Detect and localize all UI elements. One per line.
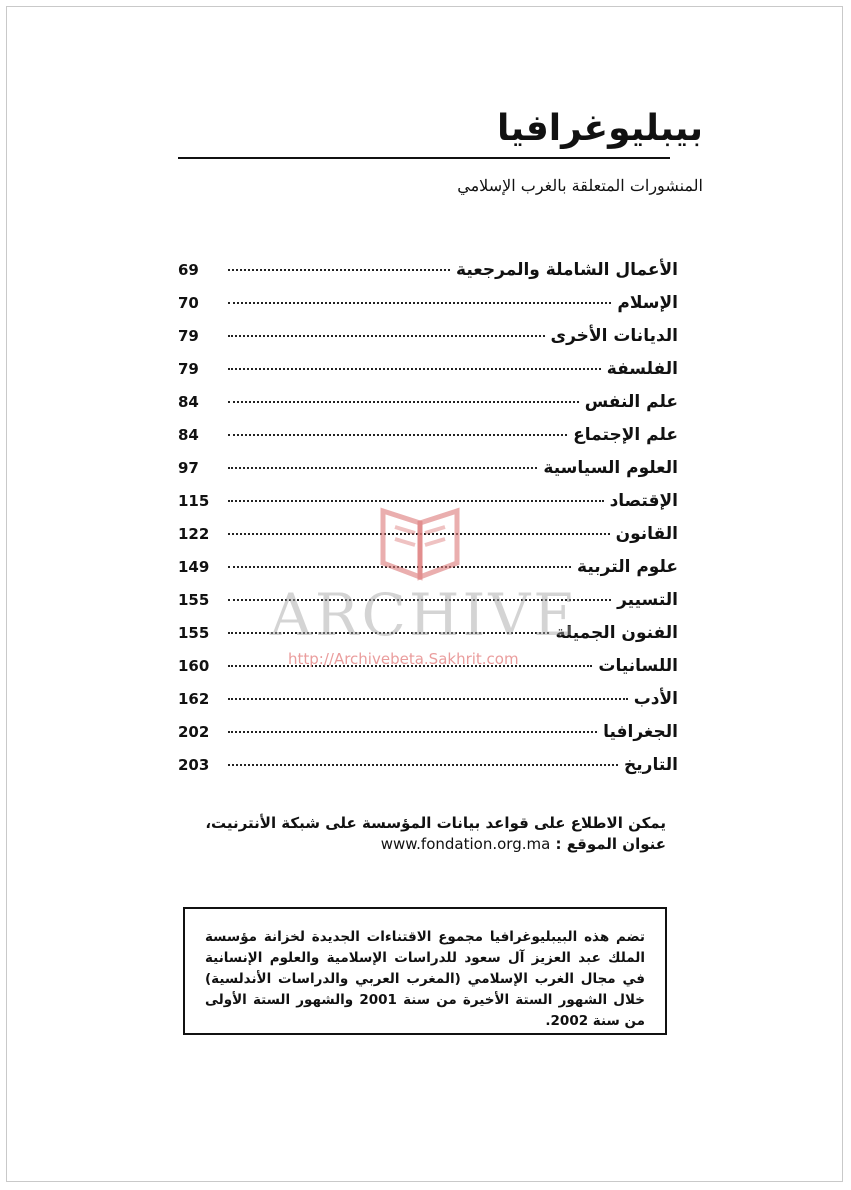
toc-entry-page: 155 — [178, 624, 210, 642]
toc-entry[interactable] — [178, 491, 678, 524]
toc-entry[interactable] — [178, 557, 678, 590]
watermark-url: http://Archivebeta.Sakhrit.com — [288, 650, 519, 668]
toc-leader-dots — [228, 467, 537, 469]
toc-entry[interactable] — [178, 689, 678, 722]
toc-entry-page: 84 — [178, 393, 199, 411]
toc-entry[interactable] — [178, 359, 678, 392]
toc-leader-dots — [228, 698, 628, 700]
website-line — [166, 834, 666, 855]
toc-leader-dots — [228, 500, 604, 502]
toc-entry-page: 162 — [178, 690, 210, 708]
toc-entry-page: 149 — [178, 558, 210, 576]
toc-entry[interactable] — [178, 293, 678, 326]
online-notice — [166, 813, 666, 855]
toc-entry-page: 69 — [178, 261, 199, 279]
page-subtitle: المنشورات المتعلقة بالغرب الإسلامي — [457, 176, 703, 195]
toc-entry-title: التسيير — [617, 590, 678, 610]
toc-entry[interactable] — [178, 458, 678, 491]
toc-entry-page: 84 — [178, 426, 199, 444]
toc-entry-title: علم النفس — [584, 392, 678, 412]
toc-entry-title: اللسانيات — [598, 656, 678, 676]
toc-entry-title: الفنون الجميلة — [555, 623, 678, 643]
info-box-text: تضم هذه البيبليوغرافيا مجموع الاقتناءات الجديدة لخزانة مؤسسة الملك عبد العزيز آل سعود للدراسات الإسلامية والعلوم الإنسانية في مجال الغرب الإسلامي (المغرب العربي والدراسات الأندلسية) خلال الشهور الستة الأخيرة من سنة 2001 والشهور الستة الأولى من سنة 2002. — [205, 929, 645, 1029]
website-link[interactable]: www.fondation.org.ma — [380, 835, 551, 853]
toc-entry-title: الفلسفة — [606, 359, 678, 379]
toc-entry-page: 70 — [178, 294, 199, 312]
title-divider — [178, 157, 670, 159]
website-label: عنوان الموقع : — [555, 835, 666, 853]
toc-entry-page: 155 — [178, 591, 210, 609]
toc-entry-page: 79 — [178, 327, 199, 345]
toc-entry-title: علم الإجتماع — [573, 425, 678, 445]
toc-entry[interactable] — [178, 623, 678, 656]
watermark-text: ARCHIVE — [270, 581, 579, 649]
toc-leader-dots — [228, 632, 549, 634]
toc-entry-title: الأدب — [633, 689, 678, 709]
toc-leader-dots — [228, 533, 610, 535]
toc-leader-dots — [228, 665, 592, 667]
toc-leader-dots — [228, 731, 597, 733]
toc-entry-title: الأعمال الشاملة والمرجعية — [456, 260, 678, 280]
toc-entry-page: 203 — [178, 756, 210, 774]
toc-leader-dots — [228, 566, 571, 568]
toc-entry[interactable] — [178, 326, 678, 359]
toc-entry-title: القانون — [615, 524, 678, 544]
toc-leader-dots — [228, 764, 618, 766]
toc-leader-dots — [228, 368, 601, 370]
toc-entry-title: الإسلام — [617, 293, 678, 313]
toc-leader-dots — [228, 401, 579, 403]
toc-entry-title: العلوم السياسية — [543, 458, 678, 478]
toc-leader-dots — [228, 434, 567, 436]
toc-leader-dots — [228, 335, 545, 337]
toc-leader-dots — [228, 599, 611, 601]
online-notice-line: يمكن الاطلاع على قواعد بيانات المؤسسة على شبكة الأنترنيت، — [205, 814, 666, 832]
toc-entry[interactable] — [178, 260, 678, 293]
toc-entry[interactable] — [178, 656, 678, 689]
toc-entry[interactable] — [178, 590, 678, 623]
toc-entry-page: 79 — [178, 360, 199, 378]
toc-entry-page: 97 — [178, 459, 199, 477]
toc-leader-dots — [228, 302, 611, 304]
toc-entry[interactable] — [178, 392, 678, 425]
toc-entry-page: 202 — [178, 723, 210, 741]
table-of-contents — [178, 260, 678, 788]
toc-entry-title: الديانات الأخرى — [550, 326, 678, 346]
toc-entry[interactable] — [178, 425, 678, 458]
toc-entry-title: الجغرافيا — [603, 722, 678, 742]
toc-leader-dots — [228, 269, 450, 271]
toc-entry-title: التاريخ — [624, 755, 678, 775]
toc-entry-page: 122 — [178, 525, 210, 543]
toc-entry-page: 115 — [178, 492, 210, 510]
toc-entry-title: علوم التربية — [577, 557, 678, 577]
info-box — [183, 907, 667, 1035]
page-title: بيبليوغرافيا — [497, 108, 703, 149]
toc-entry[interactable] — [178, 524, 678, 557]
toc-entry-page: 160 — [178, 657, 210, 675]
toc-entry[interactable] — [178, 755, 678, 788]
toc-entry-title: الإقتصاد — [609, 491, 678, 511]
toc-entry[interactable] — [178, 722, 678, 755]
